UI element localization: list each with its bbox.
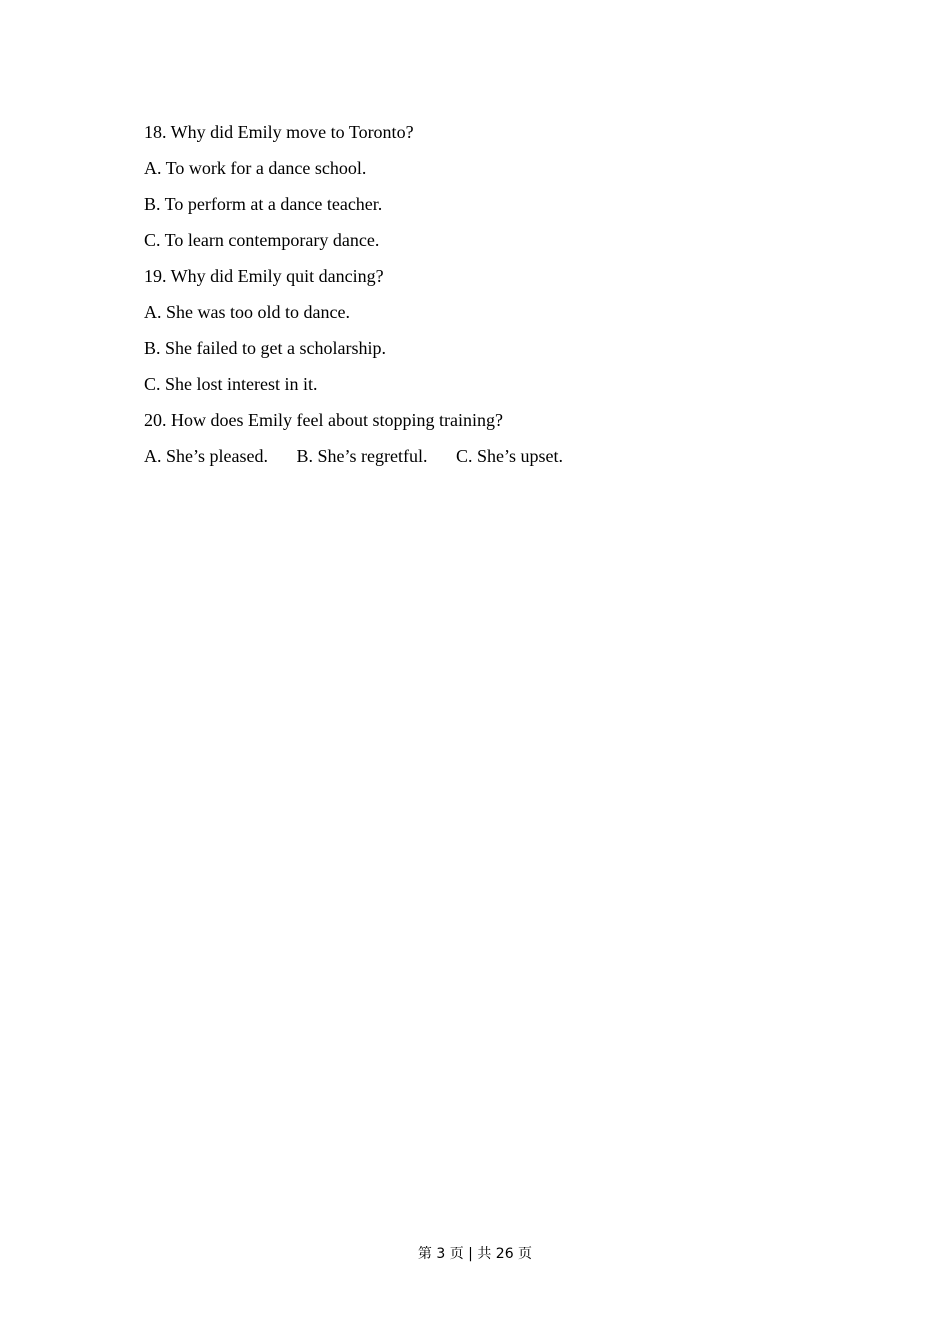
question-19-option-c: C. She lost interest in it. <box>144 374 318 394</box>
page-footer <box>0 1243 950 1265</box>
question-20-stem: 20. How does Emily feel about stopping training? <box>144 410 503 430</box>
question-20-option-a: A. She’s pleased. <box>144 446 268 466</box>
question-19-stem: 19. Why did Emily quit dancing? <box>144 266 384 286</box>
question-20-option-b: B. She’s regretful. <box>296 446 428 466</box>
question-18-stem: 18. Why did Emily move to Toronto? <box>144 122 414 142</box>
question-19-option-a: A. She was too old to dance. <box>144 302 350 322</box>
question-20-option-c: C. She’s upset. <box>455 446 563 466</box>
page-number-label: 第 3 页 | 共 26 页 <box>417 1246 533 1262</box>
question-18-option-a: A. To work for a dance school. <box>144 158 367 178</box>
question-20-options <box>144 438 844 474</box>
question-19-option-b: B. She failed to get a scholarship. <box>144 338 386 358</box>
document-body <box>144 114 844 474</box>
question-18-option-c: C. To learn contemporary dance. <box>144 230 380 250</box>
question-18-option-b: B. To perform at a dance teacher. <box>144 194 383 214</box>
